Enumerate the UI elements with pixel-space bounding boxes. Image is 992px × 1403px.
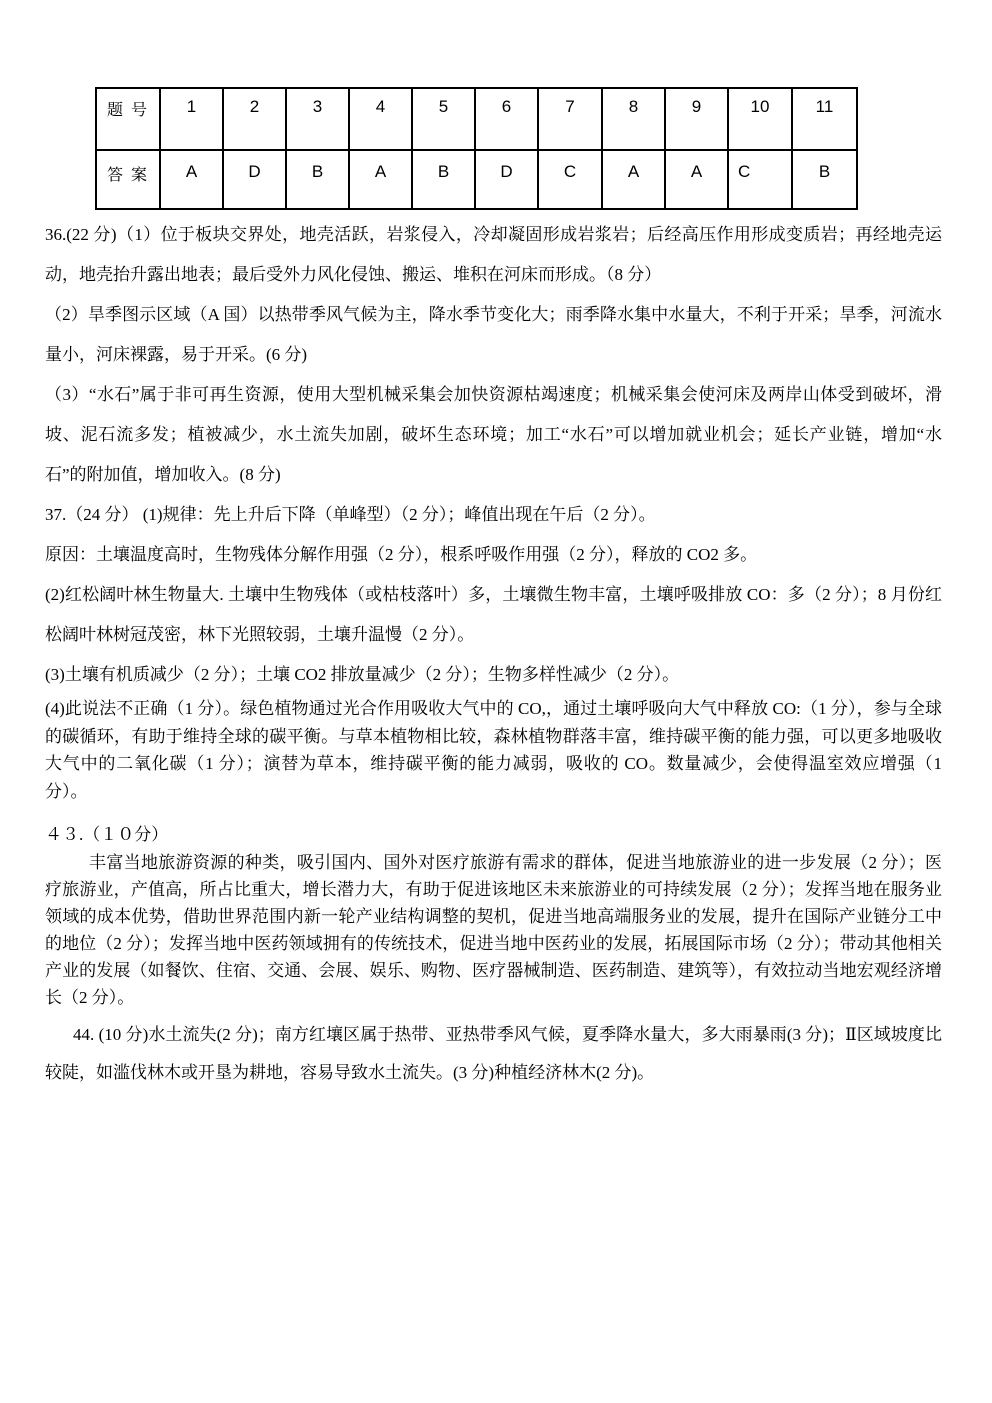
question-number-cell: 4: [349, 88, 412, 150]
q37-part2-answer: (2)红松阔叶林生物量大. 土壤中生物残体（或枯枝落叶）多，土壤微生物丰富，土壤呼吸排放 CO：多（2 分）；8 月份红松阔叶林树冠茂密，林下光照较弱，土壤升温慢（2 分）。: [45, 585, 942, 644]
answer-row-label: 答案: [96, 150, 160, 209]
answer-cell: C: [728, 150, 792, 209]
question-number-cell: 1: [160, 88, 223, 150]
answer-cell: B: [792, 150, 857, 209]
answer-cell: D: [223, 150, 286, 209]
answer-cell: C: [538, 150, 602, 209]
answer-cell: B: [412, 150, 475, 209]
answer-cell: A: [160, 150, 223, 209]
q36-part1-answer: 36.(22 分)（1）位于板块交界处，地壳活跃，岩浆侵入，冷却凝固形成岩浆岩；后经高压作用形成变质岩；再经地壳运动，地壳抬升露出地表；最后受外力风化侵蚀、搬运、堆积在河床而形成。（8 分）: [45, 225, 942, 284]
answer-cell: B: [286, 150, 349, 209]
answer-cell: A: [349, 150, 412, 209]
question-number-cell: 8: [602, 88, 665, 150]
answer-key-table: [95, 87, 858, 210]
question-number-cell: 9: [665, 88, 728, 150]
answer-cell: D: [475, 150, 538, 209]
q37-part3-answer: (3)土壤有机质减少（2 分）；土壤 CO2 排放量减少（2 分）；生物多样性减少（2 分）。: [45, 665, 680, 684]
question-number-cell: 11: [792, 88, 857, 150]
q36-part2-answer: （2）旱季图示区域（A 国）以热带季风气候为主，降水季节变化大；雨季降水集中水量大，不利于开采；旱季，河流水量小，河床裸露，易于开采。(6 分): [45, 305, 942, 364]
q43-answer: 丰富当地旅游资源的种类，吸引国内、国外对医疗旅游有需求的群体，促进当地旅游业的进一步发展（2 分）；医疗旅游业，产值高，所占比重大，增长潜力大，有助于促进该地区未来旅游业的可持续发展（2 分）；发挥当地在服务业领域的成本优势，借助世界范围内新一轮产业结构调整的契机，促进当地高端服务业的发展，提升在国际产业链分工中的地位（2 分）；发挥当地中医药领域拥有的传统技术，促进当地中医药业的发展，拓展国际市场（2 分）；带动其他相关产业的发展（如餐饮、住宿、交通、会展、娱乐、购物、医疗器械制造、医药制造、建筑等），有效拉动当地宏观经济增长（2 分）。: [45, 853, 942, 1007]
question-number-cell: 6: [475, 88, 538, 150]
question-number-cell: 3: [286, 88, 349, 150]
question-number-cell: 7: [538, 88, 602, 150]
q43-heading: ４３.（１０分）: [45, 825, 169, 844]
question-number-cell: 10: [728, 88, 792, 150]
q36-part3-answer: （3）“水石”属于非可再生资源，使用大型机械采集会加快资源枯竭速度；机械采集会使河床及两岸山体受到破坏，滑坡、泥石流多发；植被减少，水土流失加剧，破坏生态环境；加工“水石”可以增加就业机会；延长产业链，增加“水石”的附加值，增加收入。(8 分): [45, 385, 942, 484]
question-number-row: [96, 88, 857, 150]
answer-row: [96, 150, 857, 209]
question-number-row-label: 题号: [96, 88, 160, 150]
q37-part1-reason: 原因：土壤温度高时，生物残体分解作用强（2 分），根系呼吸作用强（2 分），释放的 CO2 多。: [45, 545, 758, 564]
question-number-cell: 5: [412, 88, 475, 150]
question-number-cell: 2: [223, 88, 286, 150]
q44-answer: 44. (10 分)水土流失(2 分)；南方红壤区属于热带、亚热带季风气候，夏季降水量大，多大雨暴雨(3 分)；Ⅱ区域坡度比较陡，如滥伐林木或开垦为耕地，容易导致水土流失。(3 分)种植经济林木(2 分)。: [45, 1025, 942, 1082]
answer-cell: A: [602, 150, 665, 209]
answer-cell: A: [665, 150, 728, 209]
q37-part1-answer: 37.（24 分） (1)规律：先上升后下降（单峰型）（2 分）；峰值出现在午后（2 分）。: [45, 505, 656, 524]
q37-part4-answer: (4)此说法不正确（1 分）。绿色植物通过光合作用吸收大气中的 CO,，通过土壤呼吸向大气中释放 CO:（1 分），参与全球的碳循环，有助于维持全球的碳平衡。与草本植物相比较，森林植物群落丰富，维持碳平衡的能力强，可以更多地吸收大气中的二氧化碳（1 分）；演替为草本，维持碳平衡的能力减弱，吸收的 CO。数量减少，会使得温室效应增强（1 分）。: [45, 699, 942, 801]
